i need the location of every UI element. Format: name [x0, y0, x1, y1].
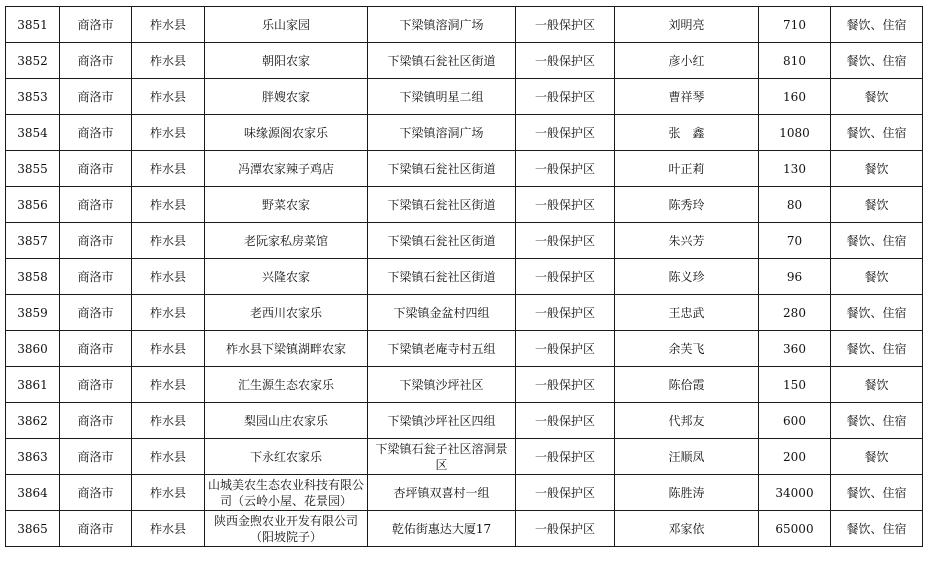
- service-type-cell: 餐饮、住宿: [831, 475, 923, 511]
- address-cell: 下梁镇沙坪社区四组: [368, 403, 516, 439]
- operator-cell: 王忠武: [615, 295, 759, 331]
- county-cell: 柞水县: [132, 151, 205, 187]
- service-type-cell: 餐饮、住宿: [831, 331, 923, 367]
- business-name-cell: 汇生源生态农家乐: [205, 367, 368, 403]
- business-name-cell: 朝阳农家: [205, 43, 368, 79]
- service-type-cell: 餐饮: [831, 439, 923, 475]
- protection-zone-cell: 一般保护区: [516, 187, 615, 223]
- table-row: [6, 115, 923, 151]
- capacity-cell: 360: [759, 331, 831, 367]
- protection-zone-cell: 一般保护区: [516, 403, 615, 439]
- table-row: [6, 295, 923, 331]
- capacity-cell: 150: [759, 367, 831, 403]
- operator-cell: 邓家依: [615, 511, 759, 547]
- county-cell: 柞水县: [132, 367, 205, 403]
- registry-table: [5, 6, 923, 547]
- operator-cell: 代邦友: [615, 403, 759, 439]
- business-name-cell: 老西川农家乐: [205, 295, 368, 331]
- city-cell: 商洛市: [60, 439, 132, 475]
- address-cell: 下梁镇沙坪社区: [368, 367, 516, 403]
- capacity-cell: 280: [759, 295, 831, 331]
- table-row: [6, 511, 923, 547]
- capacity-cell: 160: [759, 79, 831, 115]
- business-name-cell: 柞水县下梁镇湖畔农家: [205, 331, 368, 367]
- city-cell: 商洛市: [60, 295, 132, 331]
- operator-cell: 叶正莉: [615, 151, 759, 187]
- address-cell: 杏坪镇双喜村一组: [368, 475, 516, 511]
- city-cell: 商洛市: [60, 403, 132, 439]
- service-type-cell: 餐饮、住宿: [831, 403, 923, 439]
- row-number-cell: 3857: [6, 223, 60, 259]
- row-number-cell: 3854: [6, 115, 60, 151]
- row-number-cell: 3852: [6, 43, 60, 79]
- protection-zone-cell: 一般保护区: [516, 259, 615, 295]
- row-number-cell: 3863: [6, 439, 60, 475]
- address-cell: 乾佑街惠达大厦17: [368, 511, 516, 547]
- table-row: [6, 79, 923, 115]
- address-cell: 下梁镇石瓮社区街道: [368, 43, 516, 79]
- business-name-cell: 老阮家私房菜馆: [205, 223, 368, 259]
- table-row: [6, 403, 923, 439]
- city-cell: 商洛市: [60, 259, 132, 295]
- operator-cell: 刘明亮: [615, 7, 759, 43]
- county-cell: 柞水县: [132, 187, 205, 223]
- county-cell: 柞水县: [132, 79, 205, 115]
- row-number-cell: 3856: [6, 187, 60, 223]
- city-cell: 商洛市: [60, 367, 132, 403]
- protection-zone-cell: 一般保护区: [516, 295, 615, 331]
- address-cell: 下梁镇石瓮子社区溶洞景区: [368, 439, 516, 475]
- row-number-cell: 3862: [6, 403, 60, 439]
- row-number-cell: 3860: [6, 331, 60, 367]
- city-cell: 商洛市: [60, 7, 132, 43]
- service-type-cell: 餐饮、住宿: [831, 223, 923, 259]
- county-cell: 柞水县: [132, 115, 205, 151]
- business-name-cell: 冯潭农家辣子鸡店: [205, 151, 368, 187]
- business-name-cell: 野菜农家: [205, 187, 368, 223]
- table-row: [6, 151, 923, 187]
- service-type-cell: 餐饮: [831, 259, 923, 295]
- row-number-cell: 3851: [6, 7, 60, 43]
- operator-cell: 张 鑫: [615, 115, 759, 151]
- table-row: [6, 475, 923, 511]
- table-row: [6, 259, 923, 295]
- city-cell: 商洛市: [60, 475, 132, 511]
- capacity-cell: 200: [759, 439, 831, 475]
- city-cell: 商洛市: [60, 151, 132, 187]
- protection-zone-cell: 一般保护区: [516, 367, 615, 403]
- capacity-cell: 65000: [759, 511, 831, 547]
- row-number-cell: 3858: [6, 259, 60, 295]
- city-cell: 商洛市: [60, 115, 132, 151]
- county-cell: 柞水县: [132, 475, 205, 511]
- county-cell: 柞水县: [132, 403, 205, 439]
- table-body: [6, 7, 923, 547]
- operator-cell: 曹祥琴: [615, 79, 759, 115]
- service-type-cell: 餐饮、住宿: [831, 43, 923, 79]
- protection-zone-cell: 一般保护区: [516, 7, 615, 43]
- service-type-cell: 餐饮、住宿: [831, 7, 923, 43]
- city-cell: 商洛市: [60, 223, 132, 259]
- county-cell: 柞水县: [132, 7, 205, 43]
- row-number-cell: 3864: [6, 475, 60, 511]
- county-cell: 柞水县: [132, 223, 205, 259]
- protection-zone-cell: 一般保护区: [516, 223, 615, 259]
- address-cell: 下梁镇石瓮社区街道: [368, 259, 516, 295]
- address-cell: 下梁镇石瓮社区街道: [368, 223, 516, 259]
- address-cell: 下梁镇石瓮社区街道: [368, 151, 516, 187]
- business-name-cell: 味缘源阁农家乐: [205, 115, 368, 151]
- business-name-cell: 山城美农生态农业科技有限公司（云岭小屋、花景园）: [205, 475, 368, 511]
- table-row: [6, 331, 923, 367]
- business-name-cell: 兴隆农家: [205, 259, 368, 295]
- capacity-cell: 130: [759, 151, 831, 187]
- row-number-cell: 3861: [6, 367, 60, 403]
- address-cell: 下梁镇溶洞广场: [368, 7, 516, 43]
- county-cell: 柞水县: [132, 511, 205, 547]
- capacity-cell: 96: [759, 259, 831, 295]
- service-type-cell: 餐饮、住宿: [831, 115, 923, 151]
- capacity-cell: 600: [759, 403, 831, 439]
- table-row: [6, 367, 923, 403]
- row-number-cell: 3855: [6, 151, 60, 187]
- protection-zone-cell: 一般保护区: [516, 79, 615, 115]
- address-cell: 下梁镇老庵寺村五组: [368, 331, 516, 367]
- row-number-cell: 3865: [6, 511, 60, 547]
- city-cell: 商洛市: [60, 43, 132, 79]
- county-cell: 柞水县: [132, 439, 205, 475]
- county-cell: 柞水县: [132, 331, 205, 367]
- capacity-cell: 80: [759, 187, 831, 223]
- county-cell: 柞水县: [132, 43, 205, 79]
- city-cell: 商洛市: [60, 79, 132, 115]
- city-cell: 商洛市: [60, 331, 132, 367]
- service-type-cell: 餐饮: [831, 151, 923, 187]
- protection-zone-cell: 一般保护区: [516, 43, 615, 79]
- table-row: [6, 439, 923, 475]
- business-name-cell: 梨园山庄农家乐: [205, 403, 368, 439]
- operator-cell: 陈胜涛: [615, 475, 759, 511]
- table-row: [6, 187, 923, 223]
- protection-zone-cell: 一般保护区: [516, 151, 615, 187]
- operator-cell: 朱兴芳: [615, 223, 759, 259]
- table-row: [6, 223, 923, 259]
- table-row: [6, 7, 923, 43]
- protection-zone-cell: 一般保护区: [516, 511, 615, 547]
- service-type-cell: 餐饮、住宿: [831, 295, 923, 331]
- address-cell: 下梁镇明星二组: [368, 79, 516, 115]
- service-type-cell: 餐饮: [831, 367, 923, 403]
- row-number-cell: 3853: [6, 79, 60, 115]
- business-name-cell: 陕西金煦农业开发有限公司（阳坡院子）: [205, 511, 368, 547]
- address-cell: 下梁镇金盆村四组: [368, 295, 516, 331]
- protection-zone-cell: 一般保护区: [516, 475, 615, 511]
- capacity-cell: 810: [759, 43, 831, 79]
- operator-cell: 彦小红: [615, 43, 759, 79]
- protection-zone-cell: 一般保护区: [516, 331, 615, 367]
- city-cell: 商洛市: [60, 511, 132, 547]
- capacity-cell: 710: [759, 7, 831, 43]
- capacity-cell: 70: [759, 223, 831, 259]
- operator-cell: 余芙飞: [615, 331, 759, 367]
- service-type-cell: 餐饮: [831, 187, 923, 223]
- county-cell: 柞水县: [132, 295, 205, 331]
- capacity-cell: 34000: [759, 475, 831, 511]
- county-cell: 柞水县: [132, 259, 205, 295]
- business-name-cell: 下永红农家乐: [205, 439, 368, 475]
- protection-zone-cell: 一般保护区: [516, 115, 615, 151]
- service-type-cell: 餐饮、住宿: [831, 511, 923, 547]
- address-cell: 下梁镇石瓮社区街道: [368, 187, 516, 223]
- operator-cell: 陈佮霞: [615, 367, 759, 403]
- business-name-cell: 胖嫂农家: [205, 79, 368, 115]
- city-cell: 商洛市: [60, 187, 132, 223]
- operator-cell: 陈义珍: [615, 259, 759, 295]
- service-type-cell: 餐饮: [831, 79, 923, 115]
- address-cell: 下梁镇溶洞广场: [368, 115, 516, 151]
- operator-cell: 汪顺凤: [615, 439, 759, 475]
- row-number-cell: 3859: [6, 295, 60, 331]
- protection-zone-cell: 一般保护区: [516, 439, 615, 475]
- capacity-cell: 1080: [759, 115, 831, 151]
- operator-cell: 陈秀玲: [615, 187, 759, 223]
- business-name-cell: 乐山家园: [205, 7, 368, 43]
- table-row: [6, 43, 923, 79]
